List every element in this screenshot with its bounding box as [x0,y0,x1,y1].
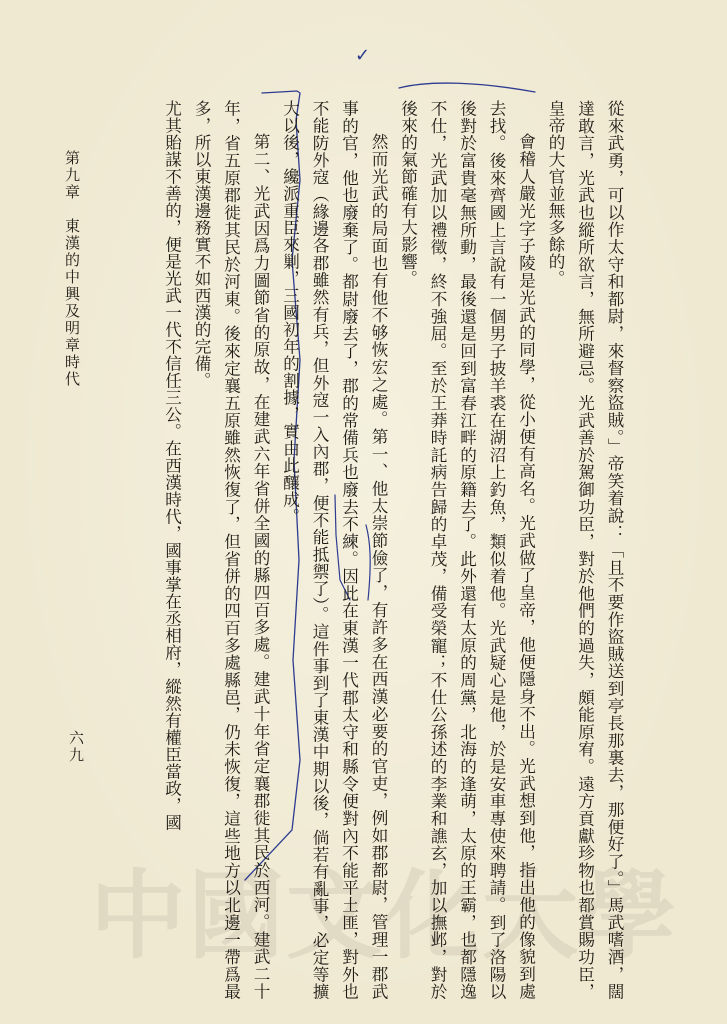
paragraph-4: 第二、光武因爲力圖節省的原故，在建武六年省併全國的縣四百多處。建武十年省定襄郡徙其民於西河。建武二十年，省五原郡徙其民於河東。後來定襄五原雖然恢復了，但省併的四百多處縣邑，仍未恢復，這些地方以北邊一帶爲最多，所以東漢邊務實不如西漢的完備。 [192,100,270,1000]
watermark: 中國文化大學 [90,860,678,972]
page-number: 六九 [67,730,85,764]
body-text-columns [157,100,629,1000]
paragraph-5: 尤其貽謀不善的，便是光武一代不信任三公。在西漢時代，國事掌在丞相府，縱然有權臣當政，國 [162,100,182,831]
check-mark-annotation: ✓ [355,45,371,66]
paragraph-1: 從來武勇，可以作太守和都尉，來督察盜賊。」帝笑着說：「且不要作盜賊送到亭長那裏去，那便好了。」馬武嗜酒，闊達敢言，光武也縱所欲言，無所避忌。光武善於駕御功臣，對於他們的過失，頗能原宥。遠方貢獻珍物也都賞賜功臣，皇帝的大官並無多餘的。 [546,100,624,1000]
paragraph-3: 然而光武的局面也有他不够恢宏之處。第一、他太崇節儉了，有許多在西漢必要的官吏，例如郡都尉，管理一郡武事的官，他也廢棄了。都尉廢去了，郡的常備兵也廢去不練。因此在東漢一代郡太守和縣令便對內不能平土匪，對外也不能防外寇（緣邊各郡雖然有兵，但外寇一入內郡，便不能抵禦了）。這件事到了東漢中期以後，倘若有亂事，必定等擴大以後，纔派重臣來剿，三國初年的割據，實由此釀成。 [280,100,388,1000]
chapter-header: 第九章 東漢的中興及明章時代 [63,150,81,388]
paragraph-2: 會稽人嚴光字子陵是光武的同學，從小便有高名。光武做了皇帝，他便隱身不出。光武想到他，指出他的像貌到處去找。後來齊國上言說有一個男子披羊裘在湖沼上釣魚，類似着他。光武疑心是他，於是安車專使來聘請。到了洛陽以後對於富貴毫無所動，最後還是回到富春江畔的原籍去了。此外還有太原的周黨，北海的逢萌，太原的王霸，也都隱逸不仕，光武加以禮徵，終不強屈。至於王莽時託病告歸的卓茂，備受榮寵；不仕公孫述的李業和譙玄，加以撫邺，對於後來的氣節確有大影響。 [398,100,536,1000]
